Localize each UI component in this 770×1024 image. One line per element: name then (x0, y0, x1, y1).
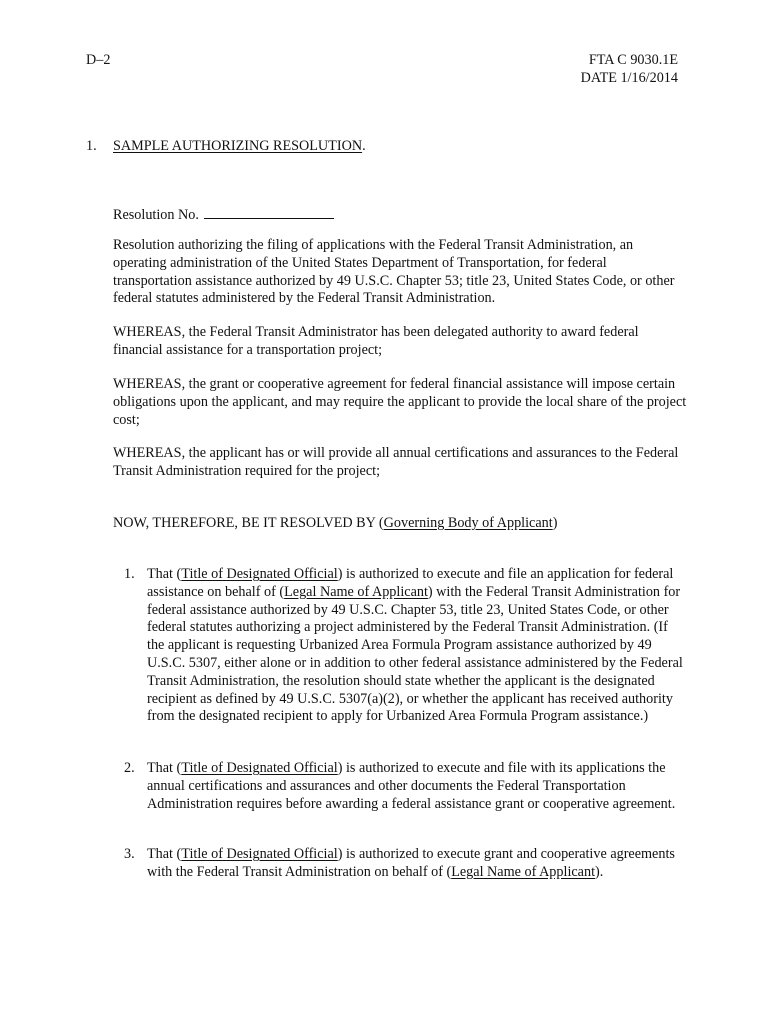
whereas-paragraph-1: WHEREAS, the Federal Transit Administrator has been delegated authority to award federal financial assistance for a transportation project; (113, 324, 639, 358)
designated-official-placeholder: Title of Designated Official (181, 760, 338, 776)
resolution-item-3 (124, 846, 684, 882)
designated-official-placeholder: Title of Designated Official (181, 846, 338, 862)
resolution-item-1 (124, 566, 684, 726)
document-id: FTA C 9030.1E (588, 52, 678, 68)
section-title-suffix: . (362, 138, 366, 154)
item-number: 2. (124, 760, 135, 776)
resolved-paragraph (113, 515, 688, 533)
document-header (581, 52, 678, 88)
resolution-number-label: Resolution No. (113, 207, 199, 223)
item-number: 1. (124, 566, 135, 582)
whereas-paragraph-2: WHEREAS, the grant or cooperative agreement for federal financial assistance will impose certain obligations upon the applicant, and may require the applicant to provide the local share of the project cost; (113, 376, 687, 428)
legal-name-placeholder: Legal Name of Applicant (451, 863, 596, 880)
item-number: 3. (124, 846, 135, 862)
whereas-paragraph-3: WHEREAS, the applicant has or will provide all annual certifications and assurances to the Federal Transit Administration required for the project; (113, 445, 679, 479)
item-text-mid: ) is authorized to execute grant and cooperative agreements with the Federal Transit Administration on behalf of ( (147, 846, 675, 880)
section-number: 1. (86, 138, 97, 154)
item-text-rest: ). (595, 863, 604, 880)
item-text (147, 846, 684, 882)
item-text (147, 566, 684, 726)
governing-body-placeholder: Governing Body of Applicant (383, 515, 553, 531)
resolved-suffix: ) (552, 515, 558, 531)
item-text-mid: ) is authorized to execute and file an application for federal assistance on behalf of ( (147, 566, 674, 600)
page-number-label: D–2 (86, 52, 111, 68)
resolved-prefix: NOW, THEREFORE, BE IT RESOLVED BY ( (113, 515, 384, 531)
item-text (147, 760, 684, 813)
legal-name-placeholder: Legal Name of Applicant (284, 583, 428, 600)
section-heading (86, 138, 366, 156)
section-title: SAMPLE AUTHORIZING RESOLUTION (113, 138, 363, 154)
designated-official-placeholder: Title of Designated Official (181, 566, 338, 582)
item-text-pre: That ( (147, 760, 182, 776)
resolution-item-2 (124, 760, 684, 813)
item-text-rest: ) is authorized to execute and file with its applications the annual certifications and assurances and other documents the Federal Transportation Administration requires before awarding a federal assistance grant or cooperative agreement. (147, 760, 676, 812)
item-text-rest: ) with the Federal Transit Administration for federal assistance authorized by 49 U.S.C. Chapter 53, title 23, United States Code, or other federal statutes authorizing a project administered by the Federal Transit Administration. (If the applicant is requesting Urbanized Area Formula Program assistance authorized by 49 U.S.C. 5307, either alone or in addition to other federal assistance administered by the Federal Transit Administration, the resolution should state whether the applicant is the designated recipient as defined by 49 U.S.C. 5307(a)(2), or whether the applicant has received authority from the designated recipient to apply for Urbanized Area Formula Program assistance.) (147, 583, 683, 725)
intro-paragraph: Resolution authorizing the filing of applications with the Federal Transit Administration, an operating administration of the United States Department of Transportation, for federal transportation assistance authorized by 49 U.S.C. Chapter 53; title 23, United States Code, or other federal statutes administered by the Federal Transit Administration. (113, 237, 675, 307)
document-date: DATE 1/16/2014 (580, 69, 678, 86)
resolution-number-blank[interactable] (204, 205, 334, 219)
resolution-number-line (113, 205, 688, 225)
item-text-pre: That ( (147, 846, 182, 862)
item-text-pre: That ( (147, 566, 182, 582)
